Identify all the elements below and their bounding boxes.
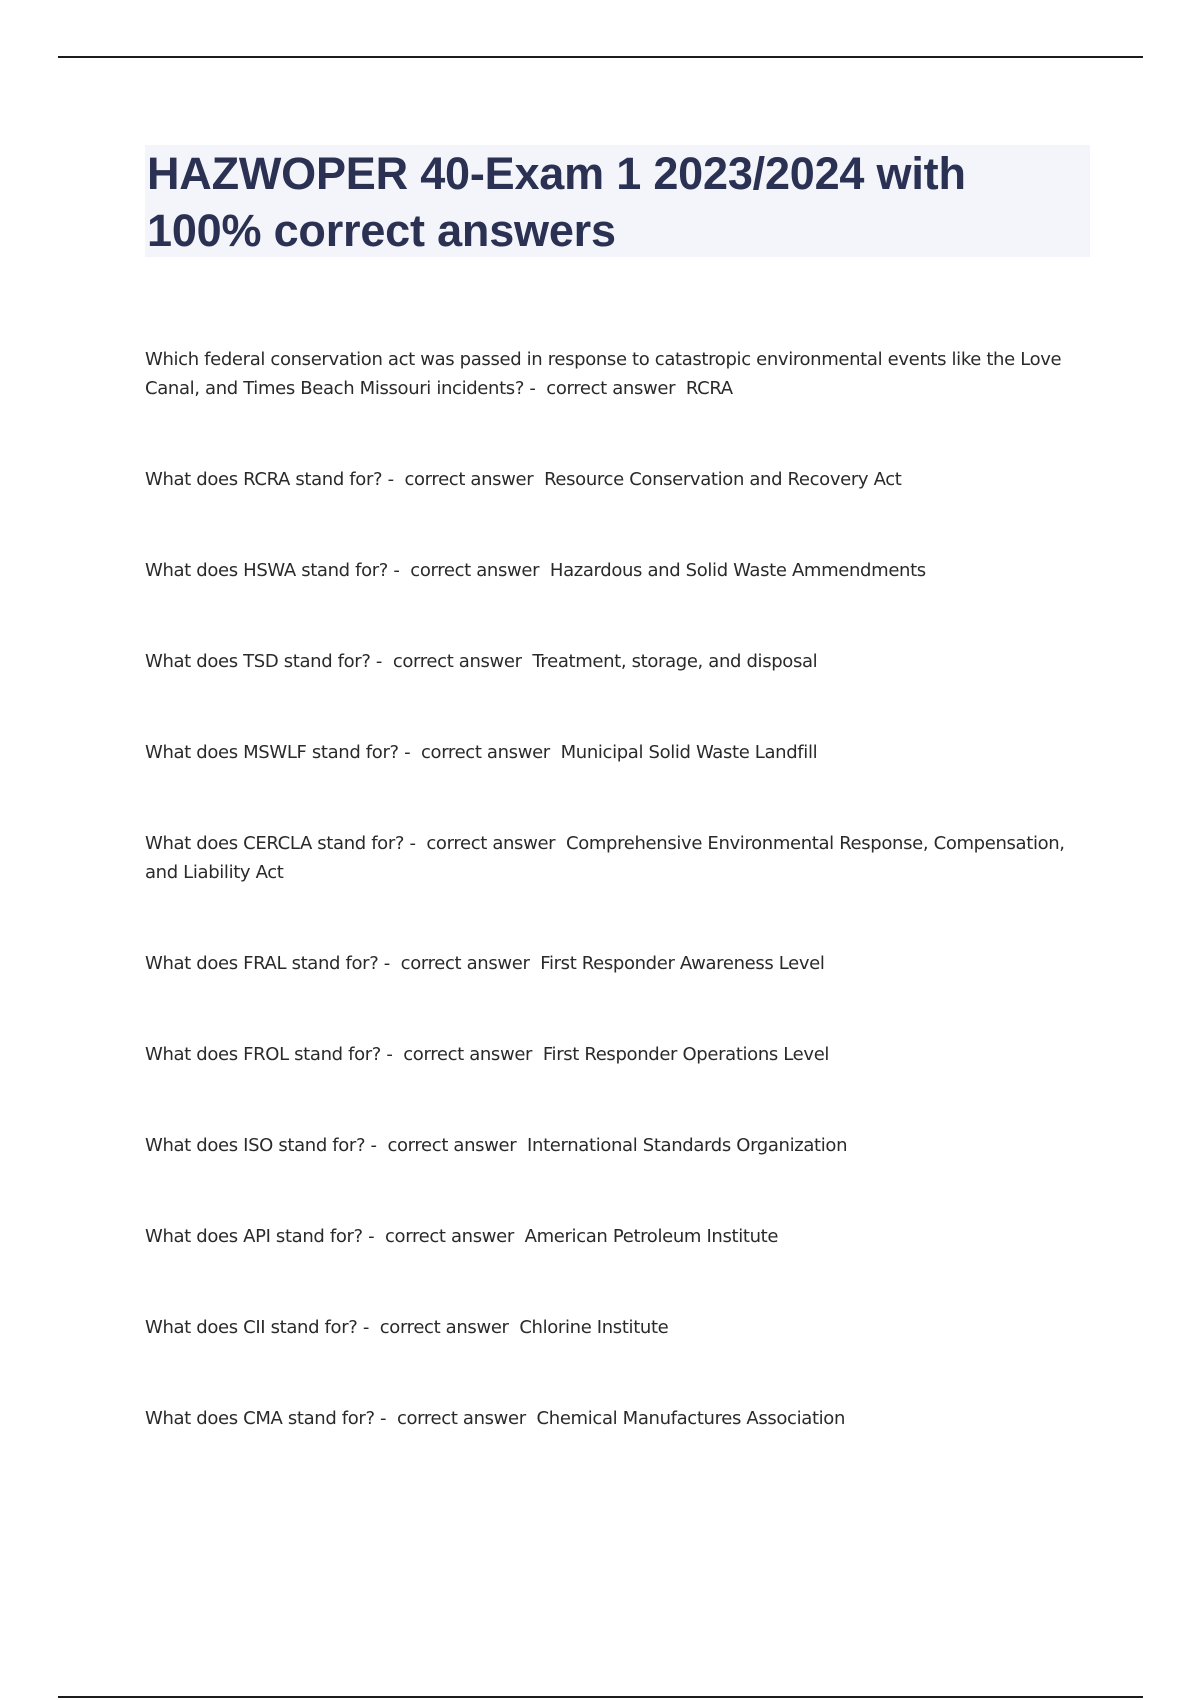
answer-text: Treatment, storage, and disposal <box>527 651 818 672</box>
answer-label: correct answer <box>391 1408 532 1429</box>
answer-text: International Standards Organization <box>521 1135 848 1156</box>
answer-text: RCRA <box>680 378 733 399</box>
answer-label: correct answer <box>415 742 556 763</box>
title-block <box>145 145 1090 257</box>
qa-item <box>145 1131 1080 1160</box>
answer-text: Comprehensive Environmental Response, Compensation, and Liability Act <box>145 833 1071 883</box>
question-text: What does CERCLA stand for? - <box>145 833 421 854</box>
qa-item <box>145 949 1080 978</box>
answer-label: correct answer <box>387 651 528 672</box>
answer-text: First Responder Awareness Level <box>534 953 825 974</box>
qa-item <box>145 1040 1080 1069</box>
question-text: What does API stand for? - <box>145 1226 380 1247</box>
answer-text: American Petroleum Institute <box>519 1226 779 1247</box>
answer-label: correct answer <box>379 1226 520 1247</box>
bottom-rule <box>58 1696 1143 1698</box>
question-text: What does CMA stand for? - <box>145 1408 392 1429</box>
answer-label: correct answer <box>374 1317 514 1338</box>
answer-text: Hazardous and Solid Waste Ammendments <box>544 560 926 581</box>
answer-text: Resource Conservation and Recovery Act <box>538 469 902 490</box>
question-text: What does MSWLF stand for? - <box>145 742 416 763</box>
document-title: HAZWOPER 40-Exam 1 2023/2024 with 100% correct answers <box>147 148 966 256</box>
answer-label: correct answer <box>421 833 561 854</box>
qa-item <box>145 738 1080 767</box>
qa-item <box>145 1313 1080 1342</box>
question-text: What does CII stand for? - <box>145 1317 375 1338</box>
qa-item <box>145 1404 1080 1433</box>
top-rule <box>58 56 1143 58</box>
answer-text: Municipal Solid Waste Landfill <box>555 742 818 763</box>
answer-text: Chlorine Institute <box>513 1317 669 1338</box>
qa-item <box>145 345 1080 403</box>
question-text: What does TSD stand for? - <box>145 651 388 672</box>
question-text: Which federal conservation act was passed in response to catastropic environmental events like the Love Canal, and Times Beach Missouri incidents? - <box>145 349 1067 399</box>
question-text: What does RCRA stand for? - <box>145 469 400 490</box>
qa-item <box>145 647 1080 676</box>
answer-label: correct answer <box>382 1135 522 1156</box>
answer-text: First Responder Operations Level <box>537 1044 830 1065</box>
qa-list <box>145 345 1080 1495</box>
question-text: What does ISO stand for? - <box>145 1135 383 1156</box>
qa-item <box>145 465 1080 494</box>
qa-item <box>145 829 1080 887</box>
question-text: What does FRAL stand for? - <box>145 953 396 974</box>
answer-text: Chemical Manufactures Association <box>531 1408 846 1429</box>
question-text: What does FROL stand for? - <box>145 1044 398 1065</box>
answer-label: correct answer <box>404 560 545 581</box>
qa-item <box>145 1222 1080 1251</box>
question-text: What does HSWA stand for? - <box>145 560 405 581</box>
qa-item <box>145 556 1080 585</box>
answer-label: correct answer <box>540 378 681 399</box>
answer-label: correct answer <box>395 953 535 974</box>
answer-label: correct answer <box>397 1044 538 1065</box>
answer-label: correct answer <box>399 469 539 490</box>
